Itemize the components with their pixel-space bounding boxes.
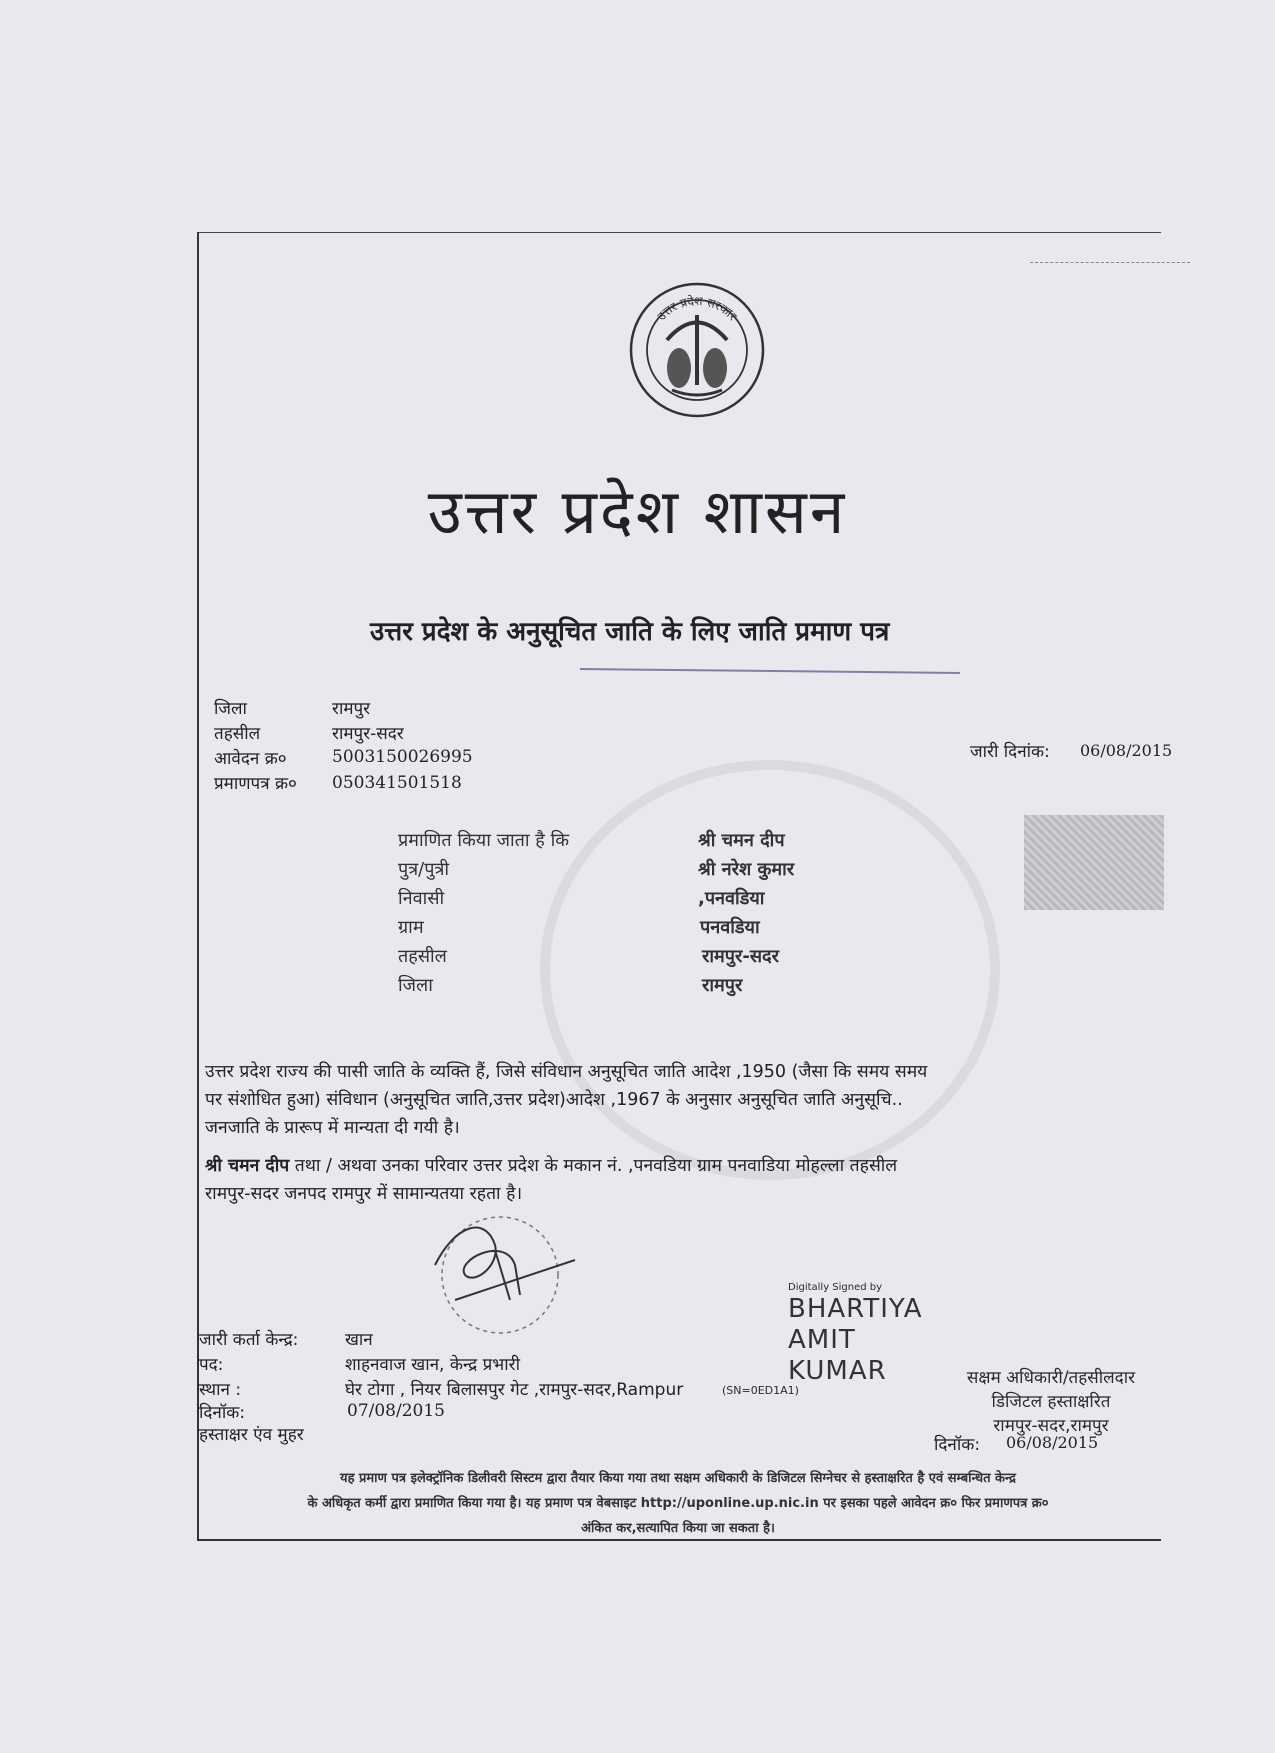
- digital-sign-serial: (SN=0ED1A1): [722, 1384, 799, 1397]
- resident-value: ,पनवडिया: [698, 888, 765, 909]
- issuer-date-value: 07/08/2015: [347, 1401, 445, 1421]
- footer-line-2: के अधिकृत कर्मी द्वारा प्रमाणित किया गया है। यह प्रमाण पत्र वेबसाइट http://uponline.up.nic.in पर इसका पहले आवेदन क्र० फिर प्रमाणपत्र क्र०: [307, 1496, 1049, 1511]
- issuer-post-value: शाहनवाज खान, केन्द्र प्रभारी: [345, 1355, 520, 1375]
- paragraph-2-line-1: तथा / अथवा उनका परिवार उत्तर प्रदेश के मकान नं. ,पनवडिया ग्राम पनवाडिया मोहल्ला तहसील: [294, 1156, 898, 1176]
- signature-seal-icon: [395, 1205, 595, 1335]
- up-government-emblem-icon: [627, 280, 767, 420]
- certificate-number-label: प्रमाणपत्र क्र०: [214, 774, 297, 794]
- authority-title: सक्षम अधिकारी/तहसीलदार: [966, 1368, 1136, 1388]
- district-value: रामपुर: [332, 699, 371, 719]
- signer-name-line-1: BHARTIYA: [788, 1294, 923, 1324]
- issuer-place-label: स्थान :: [199, 1380, 242, 1400]
- footer-line-1: यह प्रमाण पत्र इलेक्ट्रॉनिक डिलीवरी सिस्टम द्वारा तैयार किया गया तथा सक्षम अधिकारी के डिजिटल सिग्नेचर से हस्ताक्षरित है एवं सम्बन्धित केन्द्र: [340, 1471, 1016, 1486]
- issuer-center-label: जारी कर्ता केन्द्र:: [199, 1330, 299, 1350]
- relation-label: पुत्र/पुत्री: [398, 859, 450, 880]
- issuer-date-label: दिनॉक:: [199, 1403, 246, 1423]
- application-label: आवेदन क्र०: [214, 749, 287, 769]
- emblem-text: उत्तर प्रदेश सरकार: [654, 293, 740, 324]
- paragraph-2-name: श्री चमन दीप: [205, 1156, 290, 1176]
- village-value: पनवडिया: [700, 917, 760, 938]
- authority-block: [936, 1366, 1166, 1438]
- district-label: जिला: [214, 699, 247, 719]
- certificate-subtitle: उत्तर प्रदेश के अनुसूचित जाति के लिए जाति प्रमाण पत्र: [370, 617, 890, 647]
- village-label: ग्राम: [398, 917, 424, 938]
- frame-top-dashed-line: [1030, 262, 1190, 263]
- issuer-post-label: पद:: [199, 1355, 224, 1375]
- footer-line-3: अंकित कर,सत्यापित किया जा सकता है।: [581, 1521, 775, 1536]
- cert-district-value: रामपुर: [702, 975, 743, 996]
- issuer-place-value: घेर टोगा , नियर बिलासपुर गेट ,रामपुर-सदर,Rampur: [345, 1380, 684, 1400]
- certify-intro-label: प्रमाणित किया जाता है कि: [398, 830, 570, 851]
- cert-district-label: जिला: [398, 975, 433, 996]
- application-number: 5003150026995: [332, 747, 473, 767]
- page-title: उत्तर प्रदेश शासन: [427, 475, 848, 548]
- signature-and-seal-label: हस्ताक्षर एंव मुहर: [199, 1425, 304, 1445]
- resident-label: निवासी: [398, 888, 445, 909]
- tehsil-label: तहसील: [214, 724, 261, 744]
- cert-tehsil-label: तहसील: [398, 946, 447, 967]
- father-name: श्री नरेश कुमार: [698, 859, 795, 880]
- authority-location: रामपुर-सदर,रामपुर: [993, 1416, 1109, 1436]
- applicant-photo: [1024, 815, 1164, 910]
- issue-date-value: 06/08/2015: [1080, 741, 1173, 760]
- applicant-name: श्री चमन दीप: [698, 830, 785, 851]
- signer-name-line-3: KUMAR: [788, 1356, 887, 1386]
- paragraph-2-line-2: रामपुर-सदर जनपद रामपुर में सामान्यतया रहता है।: [205, 1184, 523, 1204]
- footer-disclaimer: [197, 1466, 1159, 1541]
- body-paragraph-1: [205, 1058, 1145, 1142]
- paragraph-1-line-3: जनजाति के प्रारूप में मान्यता दी गयी है।: [205, 1118, 460, 1138]
- signer-name-line-2: AMIT: [788, 1325, 856, 1355]
- paragraph-1-line-2: पर संशोधित हुआ) संविधान (अनुसूचित जाति,उत्तर प्रदेश)आदेश ,1967 के अनुसार अनुसूचित जाति अनुसूचि..: [205, 1090, 903, 1110]
- issuer-center-value: खान: [345, 1330, 373, 1350]
- issue-date-label: जारी दिनांक:: [970, 742, 1050, 762]
- authority-date-label: दिनॉक:: [934, 1435, 981, 1455]
- tehsil-value: रामपुर-सदर: [332, 724, 404, 744]
- cert-tehsil-value: रामपुर-सदर: [702, 946, 779, 967]
- authority-digitally-signed: डिजिटल हस्ताक्षरित: [991, 1392, 1111, 1412]
- authority-date-value: 06/08/2015: [1006, 1433, 1099, 1452]
- paragraph-1-line-1: उत्तर प्रदेश राज्य की पासी जाति के व्यक्ति हैं, जिसे संविधान अनुसूचित जाति आदेश ,1950 (जैसा कि समय समय: [205, 1062, 928, 1082]
- digitally-signed-by-label: Digitally Signed by: [788, 1282, 883, 1293]
- body-paragraph-2: [205, 1152, 1145, 1208]
- certificate-number: 050341501518: [332, 773, 462, 793]
